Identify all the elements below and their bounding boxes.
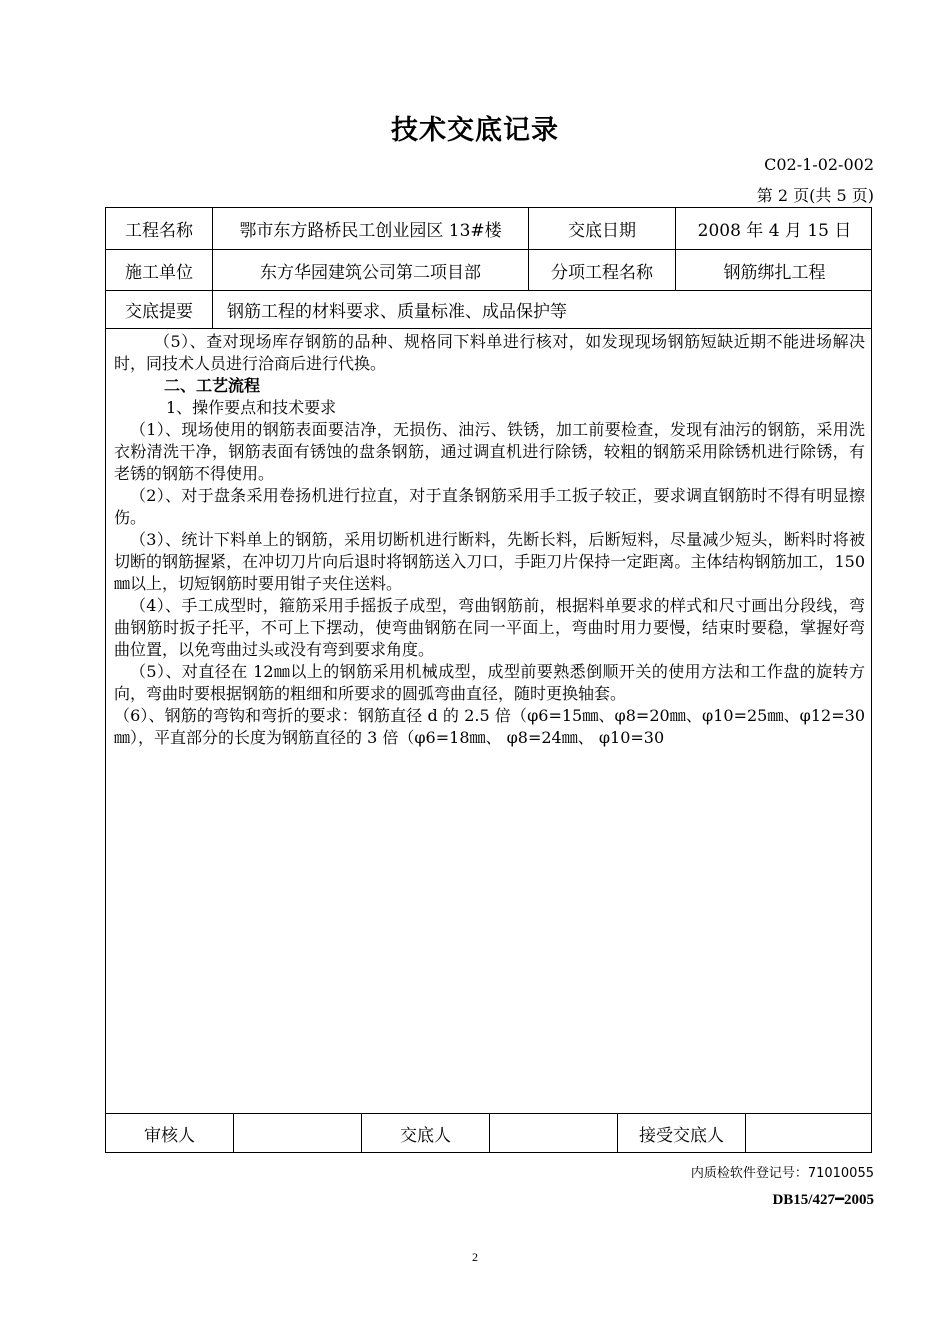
page-count: 第 2 页(共 5 页): [756, 186, 874, 205]
presenter-label: 交底人: [362, 1114, 490, 1152]
summary-value: 钢筋工程的材料要求、质量标准、成品保护等: [227, 302, 567, 322]
section-heading-process: 二、工艺流程: [164, 376, 261, 395]
date-label: 交底日期: [529, 208, 676, 249]
subitem-label: 分项工程名称: [529, 250, 676, 290]
unit-value: 东方华园建筑公司第二项目部: [213, 250, 529, 290]
project-label: 工程名称: [106, 208, 213, 249]
paragraph-stock-check: （5）、查对现场库存钢筋的品种、规格同下料单进行核对，如发现现场钢筋短缺近期不能进场解决时，同技术人员进行洽商后进行代换。: [114, 332, 865, 373]
paragraph-straightening: （2）、对于盘条采用卷扬机进行拉直，对于直条钢筋采用手工扳子较正，要求调直钢筋时不得有明显擦伤。: [114, 486, 865, 527]
summary-label: 交底提要: [106, 291, 213, 328]
subitem-value: 钢筋绑扎工程: [723, 262, 826, 283]
summary-row: [106, 291, 871, 329]
project-row: [106, 208, 871, 250]
reviewer-signature-field[interactable]: [234, 1114, 362, 1152]
software-registration: 内质检软件登记号：71010055: [690, 1166, 874, 1181]
presenter-signature-field[interactable]: [490, 1114, 618, 1152]
document-code: C02-1-02-002: [764, 155, 874, 174]
unit-label: 施工单位: [106, 250, 213, 290]
document-title: 技术交底记录: [391, 115, 559, 146]
signature-row: [106, 1114, 871, 1152]
disclosure-content: [106, 329, 871, 1114]
record-table: [105, 207, 872, 1153]
subsection-heading: 1、操作要点和技术要求: [166, 398, 337, 417]
project-value: 鄂市东方路桥民工创业园区 13#楼: [213, 208, 529, 249]
receiver-label: 接受交底人: [618, 1114, 746, 1152]
paragraph-manual-bending: （4）、手工成型时，箍筋采用手摇扳子成型，弯曲钢筋前，根据料单要求的样式和尺寸画出分段线，弯曲钢筋时扳子托平，不可上下摆动，使弯曲钢筋在同一平面上，弯曲时用力要慢，结束时要稳，掌握好弯曲位置，以免弯曲过头或没有弯到要求角度。: [114, 596, 865, 659]
paragraph-machine-bending: （5）、对直径在 12㎜以上的钢筋采用机械成型，成型前要熟悉倒顺开关的使用方法和工作盘的旋转方向，弯曲时要根据钢筋的粗细和所要求的圆弧弯曲直径，随时更换轴套。: [114, 662, 865, 703]
paragraph-cleaning: （1）、现场使用的钢筋表面要洁净，无损伤、油污、铁锈，加工前要检查，发现有油污的钢筋，采用洗衣粉清洗干净，钢筋表面有锈蚀的盘条钢筋，通过调直机进行除锈，较粗的钢筋采用除锈机进行除锈，有老锈的钢筋不得使用。: [114, 420, 865, 483]
paragraph-hook-requirements: （6）、钢筋的弯钩和弯折的要求：钢筋直径 d 的 2.5 倍（φ6=15㎜、φ8=20㎜、φ10=25㎜、φ12=30㎜），平直部分的长度为钢筋直径的 3 倍（φ6=18㎜、 φ8=24㎜、 φ10=30: [114, 706, 865, 747]
paragraph-cutting: （3）、统计下料单上的钢筋，采用切断机进行断料，先断长料，后断短料，尽量减少短头，断料时将被切断的钢筋握紧，在冲切刀片向后退时将钢筋送入刀口，手距刀片保持一定距离。主体结构钢筋加工，150㎜以上，切短钢筋时要用钳子夹住送料。: [114, 530, 865, 593]
standard-number: DB15/427━2005: [772, 1192, 874, 1208]
receiver-signature-field[interactable]: [746, 1114, 873, 1152]
unit-row: [106, 250, 871, 291]
page-number: 2: [472, 1250, 478, 1264]
reviewer-label: 审核人: [106, 1114, 234, 1152]
date-value: 2008 年 4 月 15 日: [697, 221, 852, 241]
